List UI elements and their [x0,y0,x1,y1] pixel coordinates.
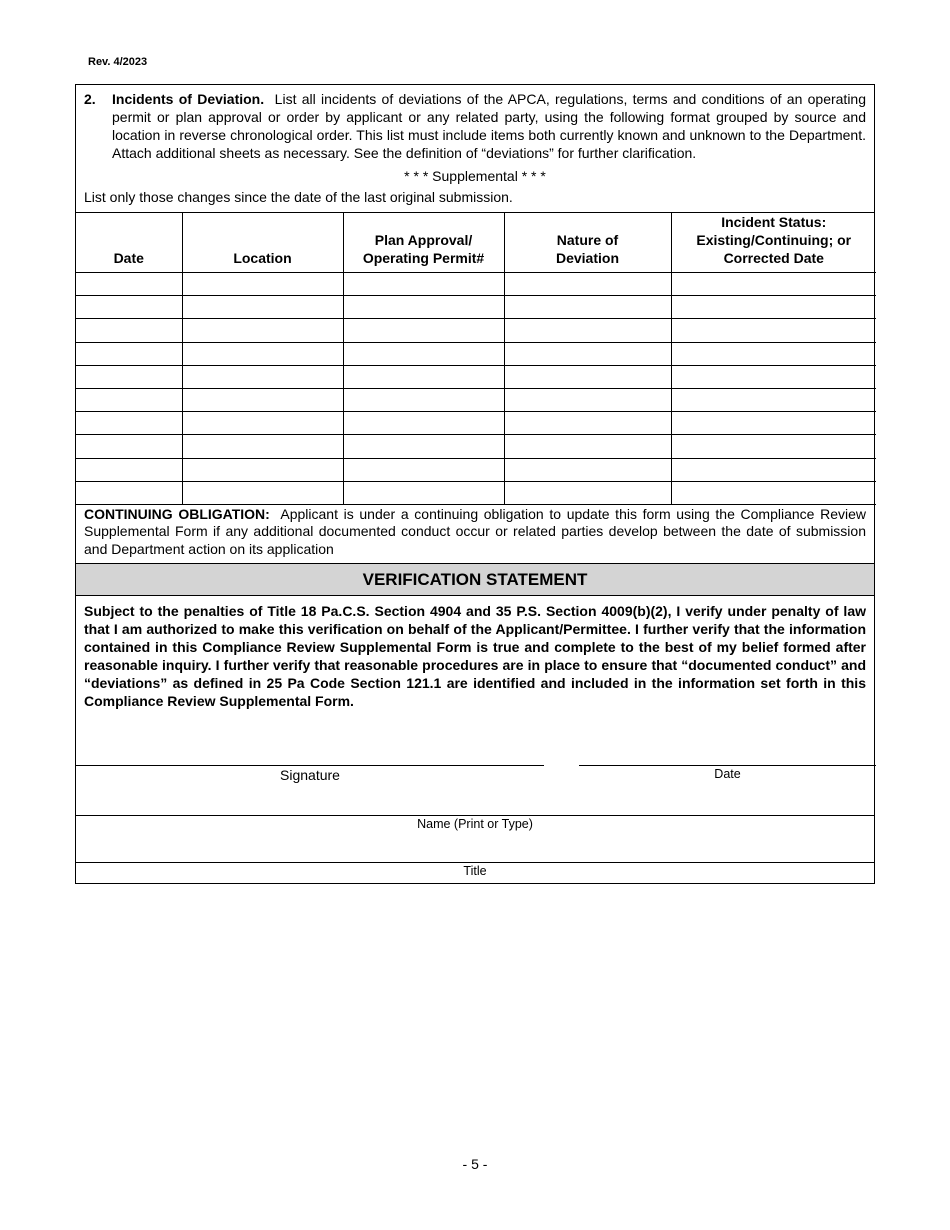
deviation-table [76,213,876,505]
table-cell[interactable] [76,342,182,365]
list-only-instruction: List only those changes since the date of the last original submission. [84,189,513,205]
column-header: Date [76,213,182,273]
table-cell[interactable] [182,319,343,342]
table-row [76,296,876,319]
table-cell[interactable] [343,388,504,411]
table-cell[interactable] [76,481,182,504]
table-row [76,273,876,296]
table-cell[interactable] [76,319,182,342]
section-number: 2. [84,91,96,107]
table-cell[interactable] [76,458,182,481]
name-field[interactable] [76,816,874,863]
table-cell[interactable] [504,319,671,342]
continuing-text: Applicant is under a continuing obligation to update this form using the Compliance Review Supplemental Form if any additional documented conduct occur or related parties develop between the date of submission and Department action on its application [84,505,866,557]
table-cell[interactable] [182,365,343,388]
date-label: Date [714,767,741,782]
table-cell[interactable] [671,481,876,504]
table-cell[interactable] [504,458,671,481]
table-cell[interactable] [343,342,504,365]
table-cell[interactable] [343,273,504,296]
table-cell[interactable] [182,296,343,319]
table-cell[interactable] [343,365,504,388]
column-header: Plan Approval/ Operating Permit# [343,213,504,273]
table-cell[interactable] [504,412,671,435]
table-cell[interactable] [504,435,671,458]
table-cell[interactable] [182,412,343,435]
table-row [76,388,876,411]
table-cell[interactable] [504,365,671,388]
table-cell[interactable] [504,296,671,319]
signature-row [76,766,874,816]
continuing-obligation [76,505,874,565]
table-row [76,365,876,388]
table-cell[interactable] [76,365,182,388]
title-label: Title [463,864,487,879]
table-cell[interactable] [504,273,671,296]
table-cell[interactable] [671,273,876,296]
supplemental-label: * * * Supplemental * * * [404,168,546,184]
table-cell[interactable] [671,319,876,342]
table-cell[interactable] [504,388,671,411]
table-cell[interactable] [343,481,504,504]
table-cell[interactable] [504,481,671,504]
table-row [76,342,876,365]
table-row [76,481,876,504]
table-cell[interactable] [76,412,182,435]
column-header: Location [182,213,343,273]
table-cell[interactable] [182,435,343,458]
page-number: - 5 - [462,1156,488,1172]
table-cell[interactable] [76,296,182,319]
section-text: List all incidents of deviations of the APCA, regulations, terms and conditions of an operating permit or plan approval or order by applicant or any related party, using the following format grouped by source and location in reverse chronological order. This list must include items both currently known and unknown to the Department. Attach additional sheets as necessary. See the definition of “deviations” for further clarification. [112,91,866,161]
table-cell[interactable] [182,342,343,365]
incidents-of-deviation-section [76,85,874,213]
continuing-heading: CONTINUING OBLIGATION: [84,505,270,522]
table-row [76,435,876,458]
table-cell[interactable] [343,319,504,342]
table-cell[interactable] [671,296,876,319]
table-cell[interactable] [671,412,876,435]
table-cell[interactable] [182,458,343,481]
verification-text: Subject to the penalties of Title 18 Pa.C.S. Section 4904 and 35 P.S. Section 4009(b)(2), I verify under penalty of law that I am authorized to make this verification on behalf of the Applicant/Permittee. I further verify that the information contained in this Compliance Review Supplemental Form is true and complete to the best of my belief formed after reasonable inquiry. I further verify that reasonable procedures are in place to ensure that “documented conduct” and “deviations” as defined in 25 Pa Code Section 121.1 are identified and included in the information set forth in this Compliance Review Supplemental Form. [84,603,866,710]
table-cell[interactable] [182,273,343,296]
table-cell[interactable] [671,458,876,481]
compliance-form [75,84,875,884]
table-cell[interactable] [182,481,343,504]
table-cell[interactable] [343,435,504,458]
table-cell[interactable] [76,388,182,411]
verification-title: VERIFICATION STATEMENT [76,564,874,596]
table-cell[interactable] [182,388,343,411]
revision-label: Rev. 4/2023 [88,56,148,68]
column-header: Nature of Deviation [504,213,671,273]
table-cell[interactable] [671,342,876,365]
table-cell[interactable] [343,412,504,435]
name-label: Name (Print or Type) [417,817,533,832]
table-row [76,319,876,342]
title-field[interactable] [76,863,874,883]
verification-text-block [76,596,874,766]
table-cell[interactable] [76,273,182,296]
table-cell[interactable] [504,342,671,365]
table-cell[interactable] [671,435,876,458]
table-cell[interactable] [343,296,504,319]
table-cell[interactable] [671,365,876,388]
table-cell[interactable] [343,458,504,481]
table-body [76,273,876,505]
table-row [76,412,876,435]
column-header: Incident Status: Existing/Continuing; or Corrected Date [671,213,876,273]
signature-label: Signature [280,767,340,784]
section-heading: Incidents of Deviation. [112,91,265,107]
table-cell[interactable] [76,435,182,458]
table-row [76,458,876,481]
table-cell[interactable] [671,388,876,411]
table-header-row [76,213,876,273]
